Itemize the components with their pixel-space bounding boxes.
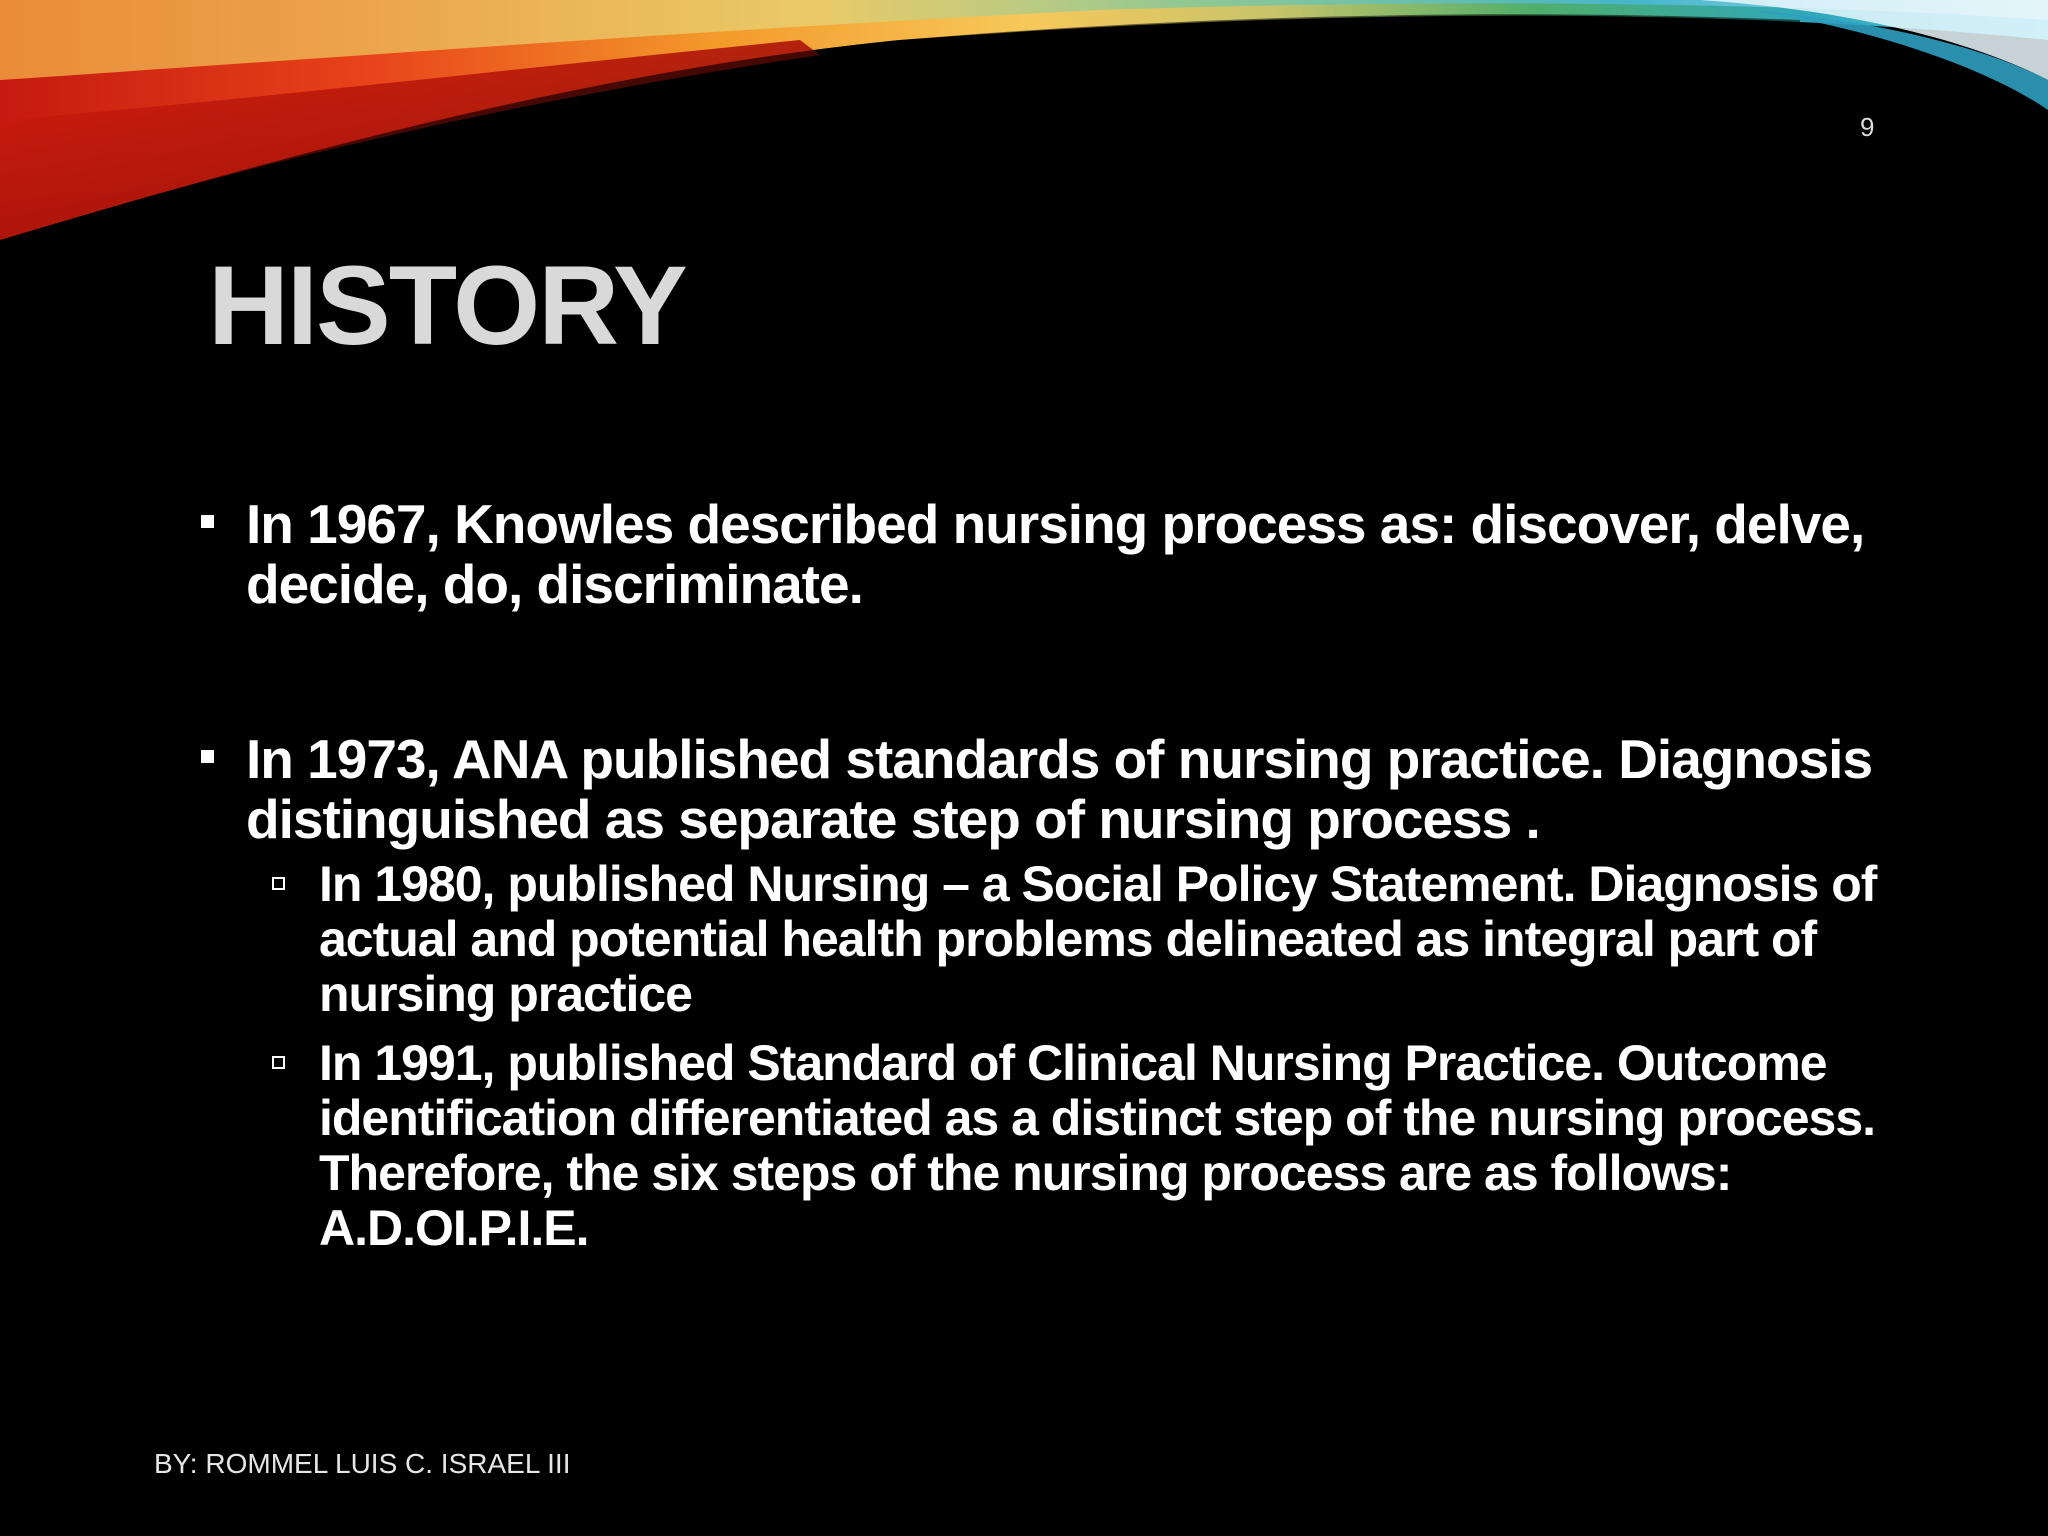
rainbow-swoosh-decoration	[0, 0, 2048, 260]
author-footer: BY: ROMMEL LUIS C. ISRAEL III	[154, 1448, 571, 1479]
bullet-text: In 1967, Knowles described nursing process as: discover, delve, decide, do, discriminate.	[246, 493, 1865, 615]
sub-bullet-item	[198, 857, 1918, 1022]
slide-title: HISTORY	[208, 243, 686, 368]
square-bullet-icon	[201, 515, 214, 528]
bullet-list	[198, 494, 1918, 1256]
sub-bullet-item	[198, 1036, 1918, 1256]
bullet-item	[198, 729, 1918, 849]
square-bullet-icon	[201, 750, 214, 763]
hollow-square-bullet-icon	[272, 877, 285, 890]
bullet-text: In 1973, ANA published standards of nursing practice. Diagnosis distinguished as separate step of nursing process .	[246, 728, 1873, 850]
sub-bullet-text: In 1980, published Nursing – a Social Policy Statement. Diagnosis of actual and potential health problems delineated as integral part of nursing practice	[319, 856, 1877, 1022]
hollow-square-bullet-icon	[272, 1056, 285, 1069]
sub-bullet-text: In 1991, published Standard of Clinical Nursing Practice. Outcome identification differentiated as a distinct step of the nursing process. Therefore, the six steps of the nursing process are as follows: A.D.OI.P.I.E.	[319, 1035, 1876, 1256]
bullet-item	[198, 494, 1918, 614]
slide-number: 9	[1860, 112, 1875, 142]
sub-bullet-list	[198, 857, 1918, 1256]
